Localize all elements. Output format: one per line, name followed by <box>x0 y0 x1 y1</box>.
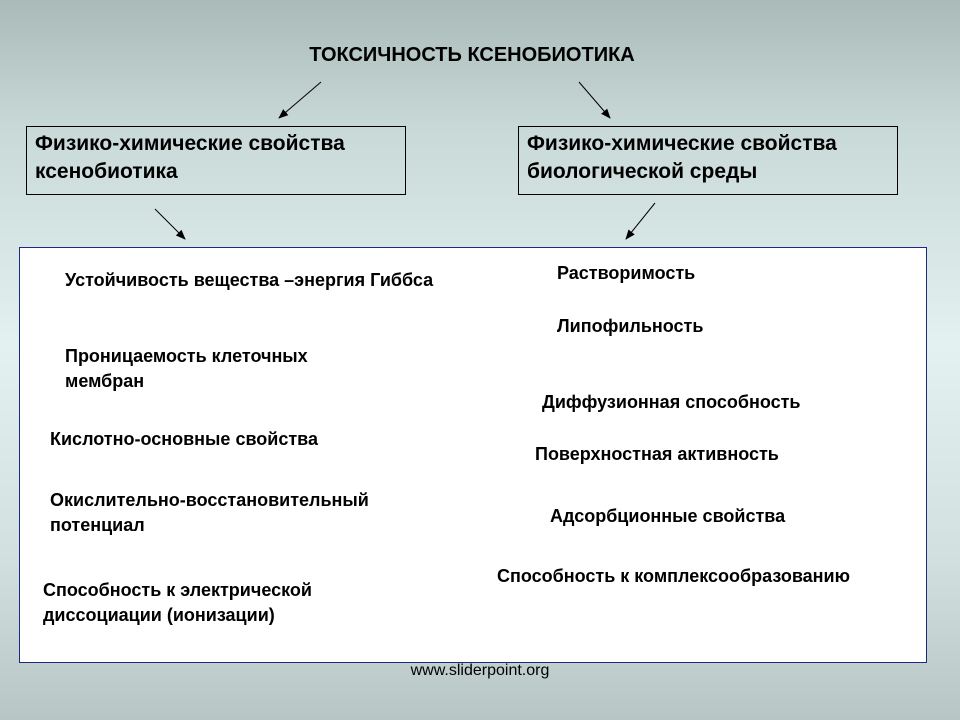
left-item-gibbs-stability: Устойчивость вещества –энергия Гиббса <box>65 270 434 290</box>
left-item-ionization: Способность к электрической диссоциации (ионизации) <box>43 580 312 625</box>
xenobiotic-properties-box: Физико-химические свойства ксенобиотика <box>26 126 406 195</box>
diagram-title: ТОКСИЧНОСТЬ КСЕНОБИОТИКА <box>309 44 635 66</box>
biological-medium-properties-box: Физико-химические свойства биологической среды <box>518 126 898 195</box>
right-item-lipophilicity: Липофильность <box>557 316 704 336</box>
arrow-title-to-right <box>579 82 610 118</box>
right-item-solubility: Растворимость <box>557 263 696 283</box>
right-item-complexation: Способность к комплексообразованию <box>497 566 850 586</box>
right-item-surface-activity: Поверхностная активность <box>535 444 779 464</box>
footer-url: www.sliderpoint.org <box>410 662 550 679</box>
arrow-left-to-main <box>155 209 185 239</box>
left-item-acid-base: Кислотно-основные свойства <box>50 429 319 449</box>
left-item-redox-potential: Окислительно-восстановительный потенциал <box>50 490 369 535</box>
right-item-adsorption: Адсорбционные свойства <box>550 506 786 526</box>
left-item-membrane-permeability: Проницаемость клеточных мембран <box>65 346 308 391</box>
arrow-right-to-main <box>626 203 655 239</box>
arrow-title-to-left <box>279 82 321 118</box>
right-item-diffusion: Диффузионная способность <box>542 392 801 412</box>
